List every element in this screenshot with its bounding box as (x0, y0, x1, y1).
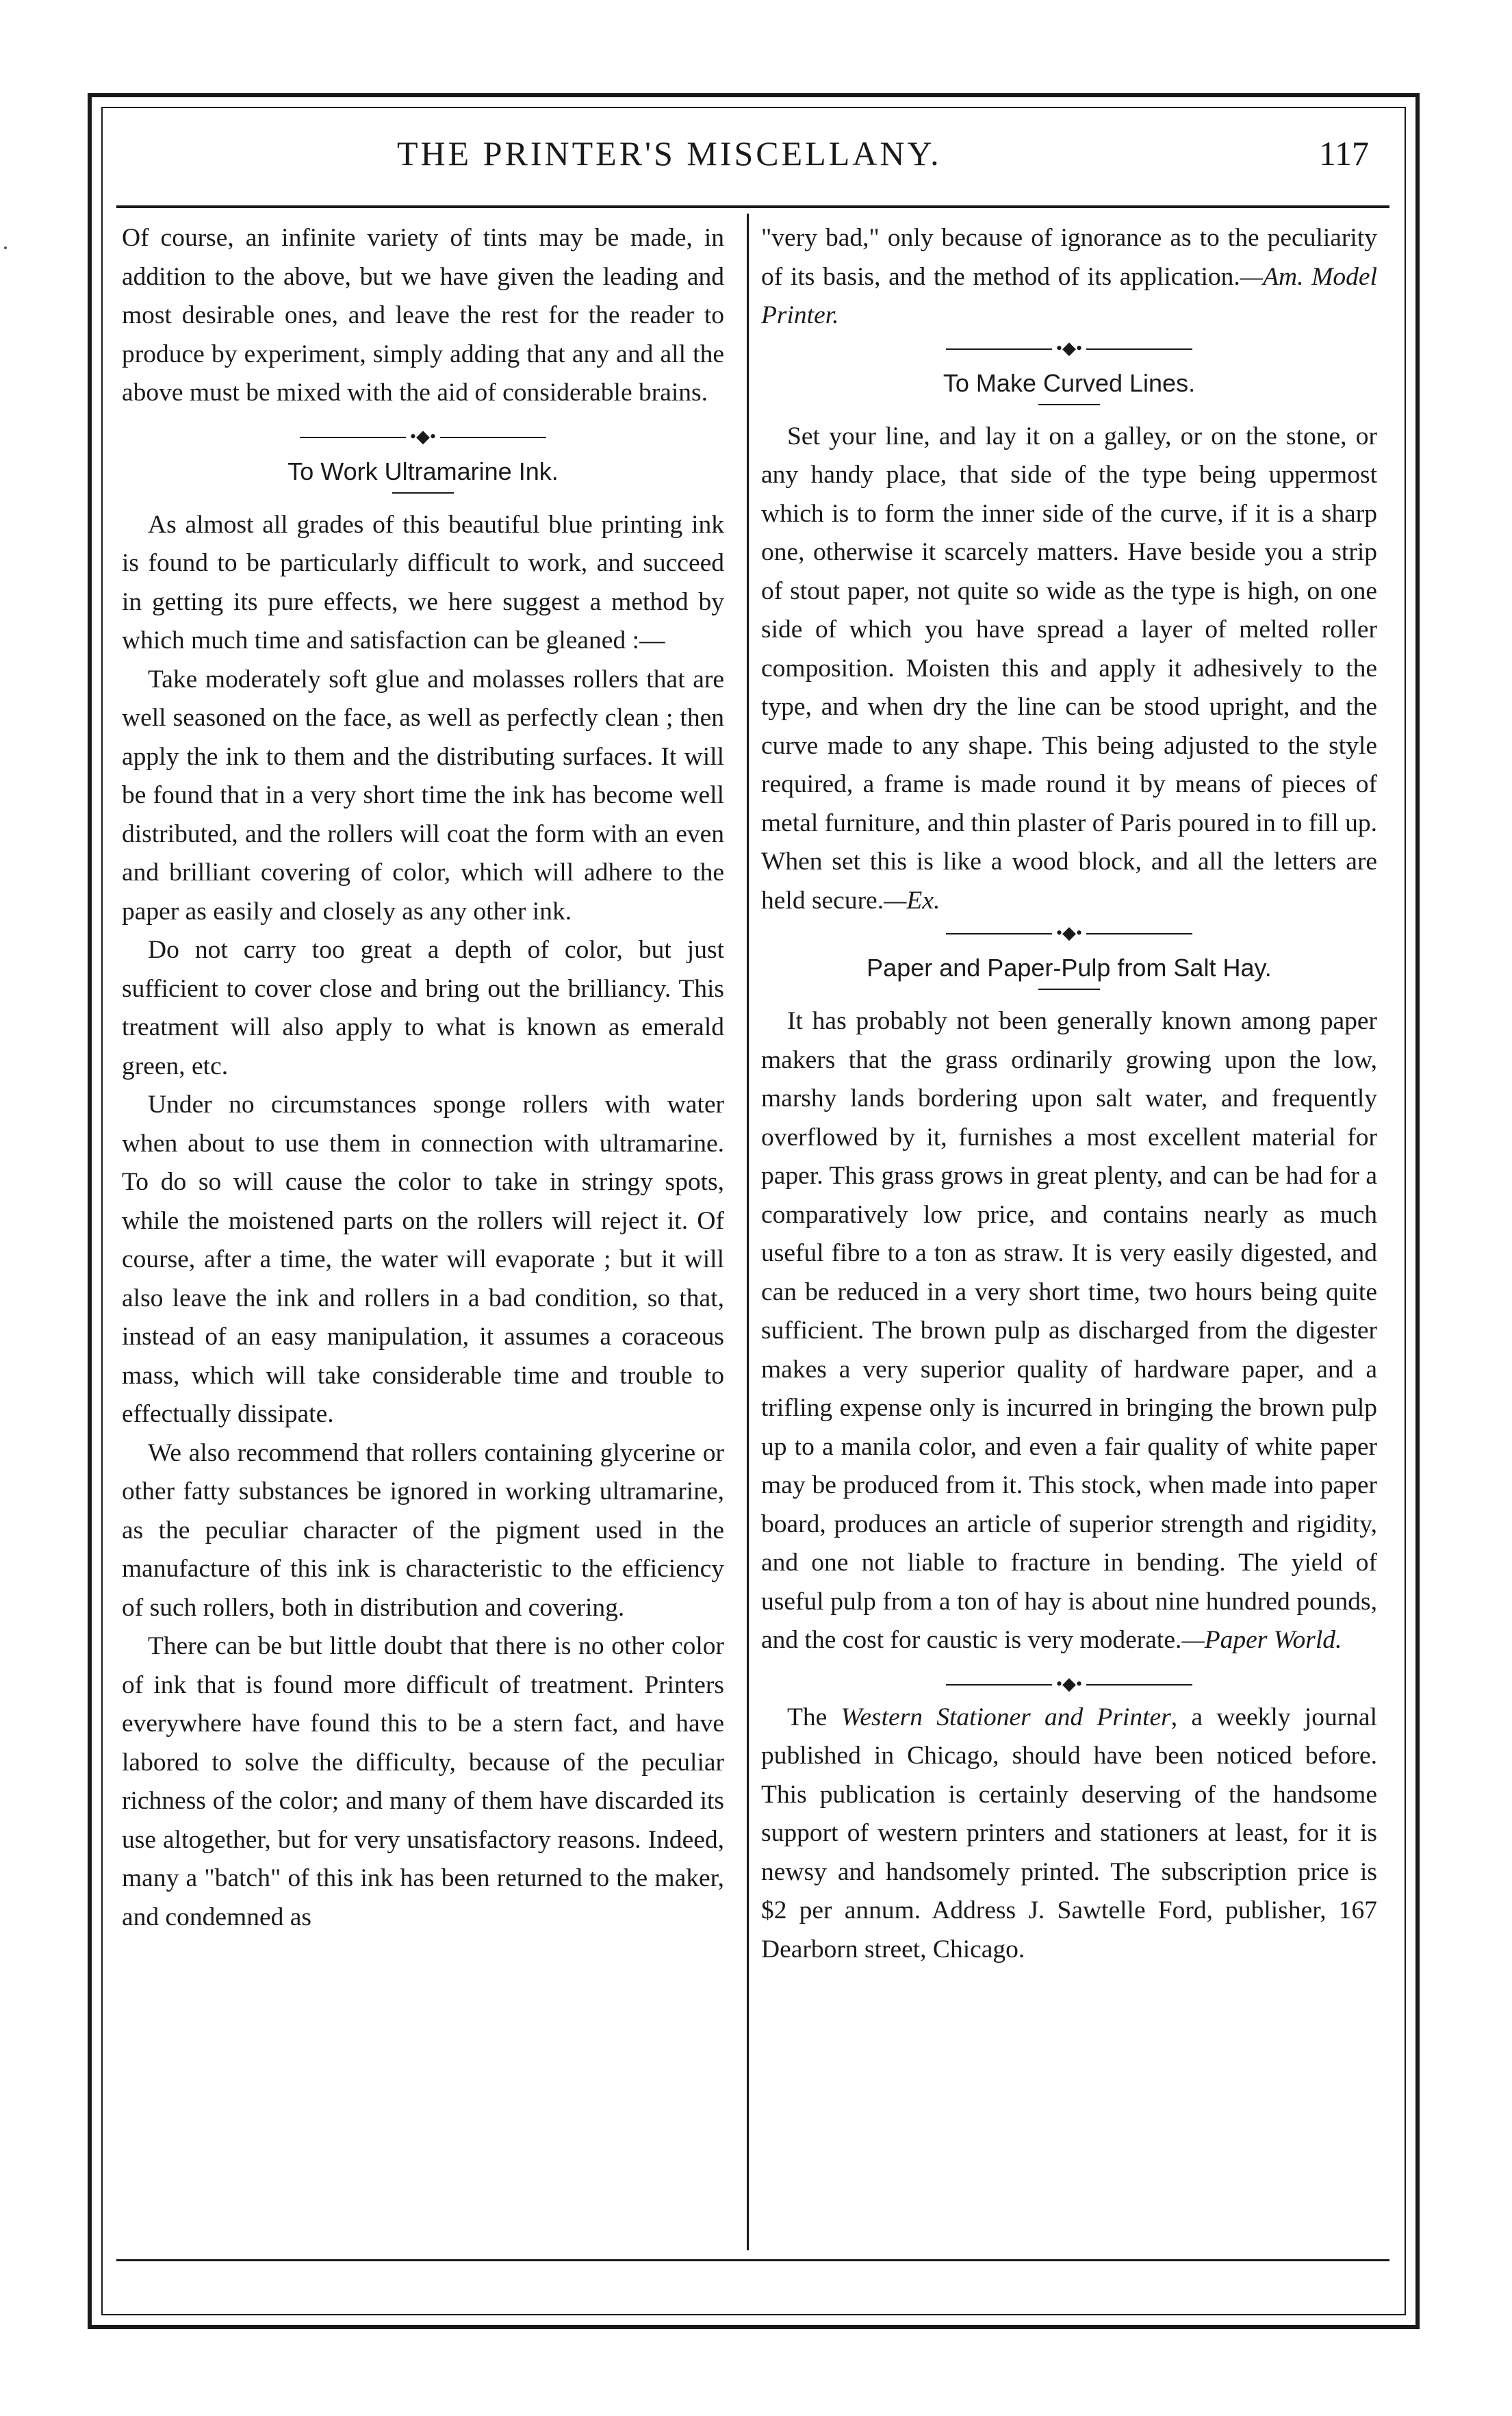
heading-rule (1038, 989, 1100, 990)
intro-paragraph: Of course, an infinite variety of tints may be made, in addition to the above, but we have given the leading and most desirable ones, and leave the rest for the reader to produce by experiment, simply adding that any and all the above must be mixed with the aid of considerable brains. (122, 224, 724, 407)
section-ornament: •◆• (761, 335, 1377, 363)
paragraph: It has probably not been generally known among paper makers that the grass ordinarily growing upon the low, marshy lands bordering upon salt water, and frequently overflowed by it, furnishes a most excellent material for paper. This grass grows in great plenty, and can be had for a comparatively low price, and contains nearly as much useful fibre to a ton as straw. It is very easily digested, and can be reduced in a very short time, two hours being quite sufficient. The brown pulp as discharged from the digester makes a very superior quality of hardware paper, and a trifling expense only is incurred in bringing the brown pulp up to a manila color, and even a fair quality of white paper may be produced from it. This stock, when made into paper board, produces an article of superior strength and rigidity, and one not liable to fracture in bending. The yield of useful pulp from a ton of hay is about nine hundred pounds, and the cost for caustic is very moderate.—Paper World. (761, 1007, 1377, 1654)
article-heading: To Make Curved Lines. (943, 368, 1196, 397)
continued-paragraph: "very bad," only because of ignorance as to the peculiarity of its basis, and the method of its application.—Am. Model Printer. (761, 224, 1377, 329)
margin-speck (4, 246, 7, 249)
bottom-rule (116, 2259, 1389, 2261)
paragraph: Set your line, and lay it on a galley, or on the stone, or any handy place, that side of the type being uppermost which is to form the inner side of the curve, if it is a sharp one, otherwise it scarcely matters. Have beside you a strip of stout paper, not quite so wide as the type is high, on one side of which you have spread a layer of melted roller composition. Moisten this and apply it adhesively to the type, and when dry the line can be stood upright, and the curve made to any shape. This being adjusted to the style required, a frame is made round it by means of pieces of metal furniture, and thin plaster of Paris poured in to fill up. When set this is like a wood block, and all the letters are held secure.—Ex. (761, 422, 1377, 915)
header-rule (116, 205, 1389, 208)
section-ornament: •◆• (761, 1671, 1377, 1699)
article-heading: To Work Ultramarine Ink. (287, 457, 559, 485)
heading-rule (1038, 404, 1100, 405)
section-ornament: •◆• (122, 424, 724, 451)
running-header (110, 133, 1396, 188)
right-column (761, 219, 1377, 1969)
running-title: THE PRINTER'S MISCELLANY. (397, 134, 942, 173)
source-credit: —Paper World. (1181, 1626, 1342, 1654)
paragraph: There can be but little doubt that there is no other color of ink that is found more difficult of treatment. Printers everywhere have found this to be a stern fact, and have labored to solve the difficulty, because of the peculiar richness of the color; and many of them have discarded its use altogether, but for very unsatisfactory reasons. Indeed, many a "batch" of this ink has been returned to the maker, and condemned as (122, 1632, 724, 1931)
heading-rule (392, 492, 454, 494)
paragraph: The Western Stationer and Printer, a weekly journal published in Chicago, should have been noticed before. This publication is certainly deserving of the handsome support of western printers and stationers at least, for it is newsy and handsomely printed. The subscription price is $2 per annum. Address J. Sawtelle Ford, publisher, 167 Dearborn street, Chicago. (761, 1703, 1377, 1963)
left-column (122, 219, 724, 1937)
page-number: 117 (1318, 134, 1369, 173)
article-heading: Paper and Paper-Pulp from Salt Hay. (867, 954, 1272, 982)
section-ornament: •◆• (761, 920, 1377, 948)
paragraph: Take moderately soft glue and molasses rollers that are well seasoned on the face, as well as perfectly clean ; then apply the ink to them and the distributing surfaces. It will be found that in a very short time the ink has become well distributed, and the rollers will coat the form with an even and brilliant covering of color, which will adhere to the paper as easily and closely as any other ink. (122, 665, 724, 926)
publication-title: Western Stationer and Printer (841, 1703, 1171, 1731)
paragraph: As almost all grades of this beautiful blue printing ink is found to be particularly difficult to work, and succeed in getting its pure effects, we here suggest a method by which much time and satisfaction can be gleaned :— (122, 510, 724, 654)
column-divider (747, 214, 749, 2250)
paragraph: Under no circumstances sponge rollers with water when about to use them in connection with ultramarine. To do so will cause the color to take in stringy spots, while the moistened parts on the rollers will reject it. Of course, after a time, the water will evaporate ; but it will also leave the ink and rollers in a bad condition, so that, instead of an easy manipulation, it assumes a coraceous mass, which will take considerable time and trouble to effectually dissipate. (122, 1091, 724, 1428)
paragraph: We also recommend that rollers containing glycerine or other fatty substances be ignored in working ultramarine, as the peculiar character of the pigment used in the manufacture of this ink is characteristic to the efficiency of such rollers, both in distribution and covering. (122, 1438, 724, 1622)
paragraph: Do not carry too great a depth of color, but just sufficient to cover close and bring out the brilliancy. This treatment will also apply to what is known as emerald green, etc. (122, 936, 724, 1080)
source-credit: —Am. Model Printer. (761, 262, 1377, 329)
source-credit: —Ex. (884, 886, 940, 915)
